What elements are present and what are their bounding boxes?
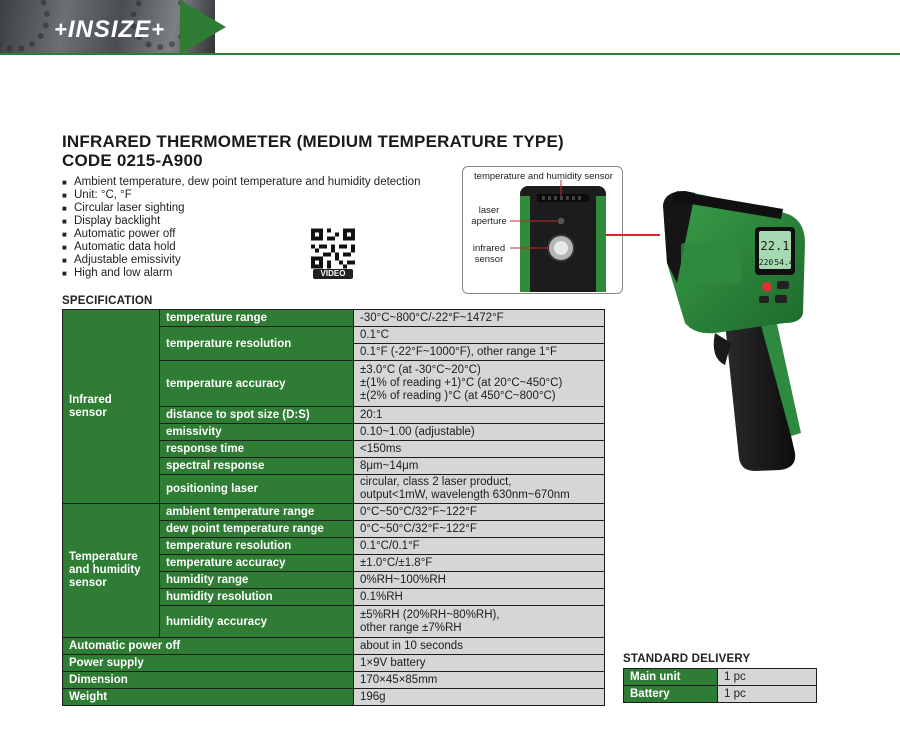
spec-value: 196g: [354, 689, 605, 706]
spec-value: 0.10~1.00 (adjustable): [354, 424, 605, 441]
spec-value: 0.1°C: [354, 327, 605, 344]
spec-value: <150ms: [354, 441, 605, 458]
display-reading-top: 22.1: [760, 239, 790, 253]
category-infrared: Infrared sensor: [63, 310, 160, 504]
spec-value: ±1.0°C/±1.8°F: [354, 555, 605, 572]
delivery-table: [623, 668, 817, 703]
spec-value: 0°C~50°C/32°F~122°F: [354, 504, 605, 521]
spec-param: emissivity: [160, 424, 354, 441]
feature-item: ■ Automatic power off: [62, 228, 420, 241]
feature-list: [62, 176, 420, 280]
spec-param: temperature resolution: [160, 327, 354, 361]
spec-param: ambient temperature range: [160, 504, 354, 521]
spec-param: response time: [160, 441, 354, 458]
feature-item: ■ Automatic data hold: [62, 241, 420, 254]
qr-code-icon: [311, 228, 355, 269]
callout-label-sensor: temperature and humidity sensor: [474, 171, 613, 182]
table-row: [624, 686, 817, 703]
spec-heading: SPECIFICATION: [62, 295, 153, 307]
pointer-line: [606, 234, 660, 236]
category-humidity: Temperature and humidity sensor: [63, 504, 160, 638]
spec-param: distance to spot size (D:S): [160, 407, 354, 424]
table-row: [63, 504, 605, 521]
video-label: VIDEO: [313, 269, 353, 279]
feature-item: ■ Unit: °C, °F: [62, 189, 420, 202]
spec-value: ±3.0°C (at -30°C~20°C) ±(1% of reading +1)°C (at 20°C~450°C) ±(2% of reading )°C (at 450°C~800°C): [354, 361, 605, 407]
banner-rule: [0, 53, 900, 55]
spec-param: Automatic power off: [63, 638, 354, 655]
spec-value: 0°C~50°C/32°F~122°F: [354, 521, 605, 538]
spec-param: humidity range: [160, 572, 354, 589]
spec-param: humidity resolution: [160, 589, 354, 606]
callout-label-infrared: infrared sensor: [472, 243, 506, 265]
spec-value: 8μm~14μm: [354, 458, 605, 475]
delivery-qty: 1 pc: [718, 686, 817, 703]
banner-arrow: [180, 0, 226, 54]
delivery-item: Main unit: [624, 669, 718, 686]
spec-param: temperature accuracy: [160, 361, 354, 407]
table-row: [63, 310, 605, 327]
feature-item: ■ Circular laser sighting: [62, 202, 420, 215]
spec-table: [62, 309, 605, 706]
spec-value: 0%RH~100%RH: [354, 572, 605, 589]
spec-param: spectral response: [160, 458, 354, 475]
spec-param: temperature resolution: [160, 538, 354, 555]
table-row: [624, 669, 817, 686]
table-row: [63, 655, 605, 672]
brand-logo: +INSIZE+: [54, 16, 166, 43]
table-row: [63, 638, 605, 655]
spec-value: -30°C~800°C/-22°F~1472°F: [354, 310, 605, 327]
product-code: CODE 0215-A900: [62, 151, 203, 170]
spec-value: circular, class 2 laser product, output<1mW, wavelength 630nm~670nm: [354, 475, 605, 504]
table-row: [63, 689, 605, 706]
display-reading-left: 220: [758, 258, 774, 267]
spec-value: ±5%RH (20%RH~80%RH), other range ±7%RH: [354, 606, 605, 638]
product-title: INFRARED THERMOMETER (MEDIUM TEMPERATURE TYPE): [62, 132, 564, 151]
feature-item: ■ Ambient temperature, dew point temperature and humidity detection: [62, 176, 420, 189]
spec-value: about in 10 seconds: [354, 638, 605, 655]
display-reading-right: 54.4: [774, 258, 794, 267]
spec-value: 1×9V battery: [354, 655, 605, 672]
table-row: [63, 672, 605, 689]
spec-param: temperature accuracy: [160, 555, 354, 572]
thermometer-product-image: [655, 183, 815, 473]
delivery-qty: 1 pc: [718, 669, 817, 686]
spec-value: 170×45×85mm: [354, 672, 605, 689]
spec-param: positioning laser: [160, 475, 354, 504]
video-qr-code[interactable]: [311, 228, 355, 280]
feature-item: ■ Display backlight: [62, 215, 420, 228]
spec-param: Power supply: [63, 655, 354, 672]
spec-value: 20:1: [354, 407, 605, 424]
sensor-closeup-graphic: [462, 166, 623, 294]
callout-label-laser: laser aperture: [471, 205, 507, 227]
delivery-heading: STANDARD DELIVERY: [623, 653, 751, 665]
feature-item: ■ High and low alarm: [62, 267, 420, 280]
spec-value: 0.1%RH: [354, 589, 605, 606]
spec-value: 0.1°F (-22°F~1000°F), other range 1°F: [354, 344, 605, 361]
header-banner: [0, 0, 900, 56]
gear-graphic: [0, 0, 50, 52]
spec-param: humidity accuracy: [160, 606, 354, 638]
delivery-item: Battery: [624, 686, 718, 703]
spec-param: temperature range: [160, 310, 354, 327]
spec-value: 0.1°C/0.1°F: [354, 538, 605, 555]
feature-item: ■ Adjustable emissivity: [62, 254, 420, 267]
spec-param: Weight: [63, 689, 354, 706]
spec-param: Dimension: [63, 672, 354, 689]
spec-param: dew point temperature range: [160, 521, 354, 538]
